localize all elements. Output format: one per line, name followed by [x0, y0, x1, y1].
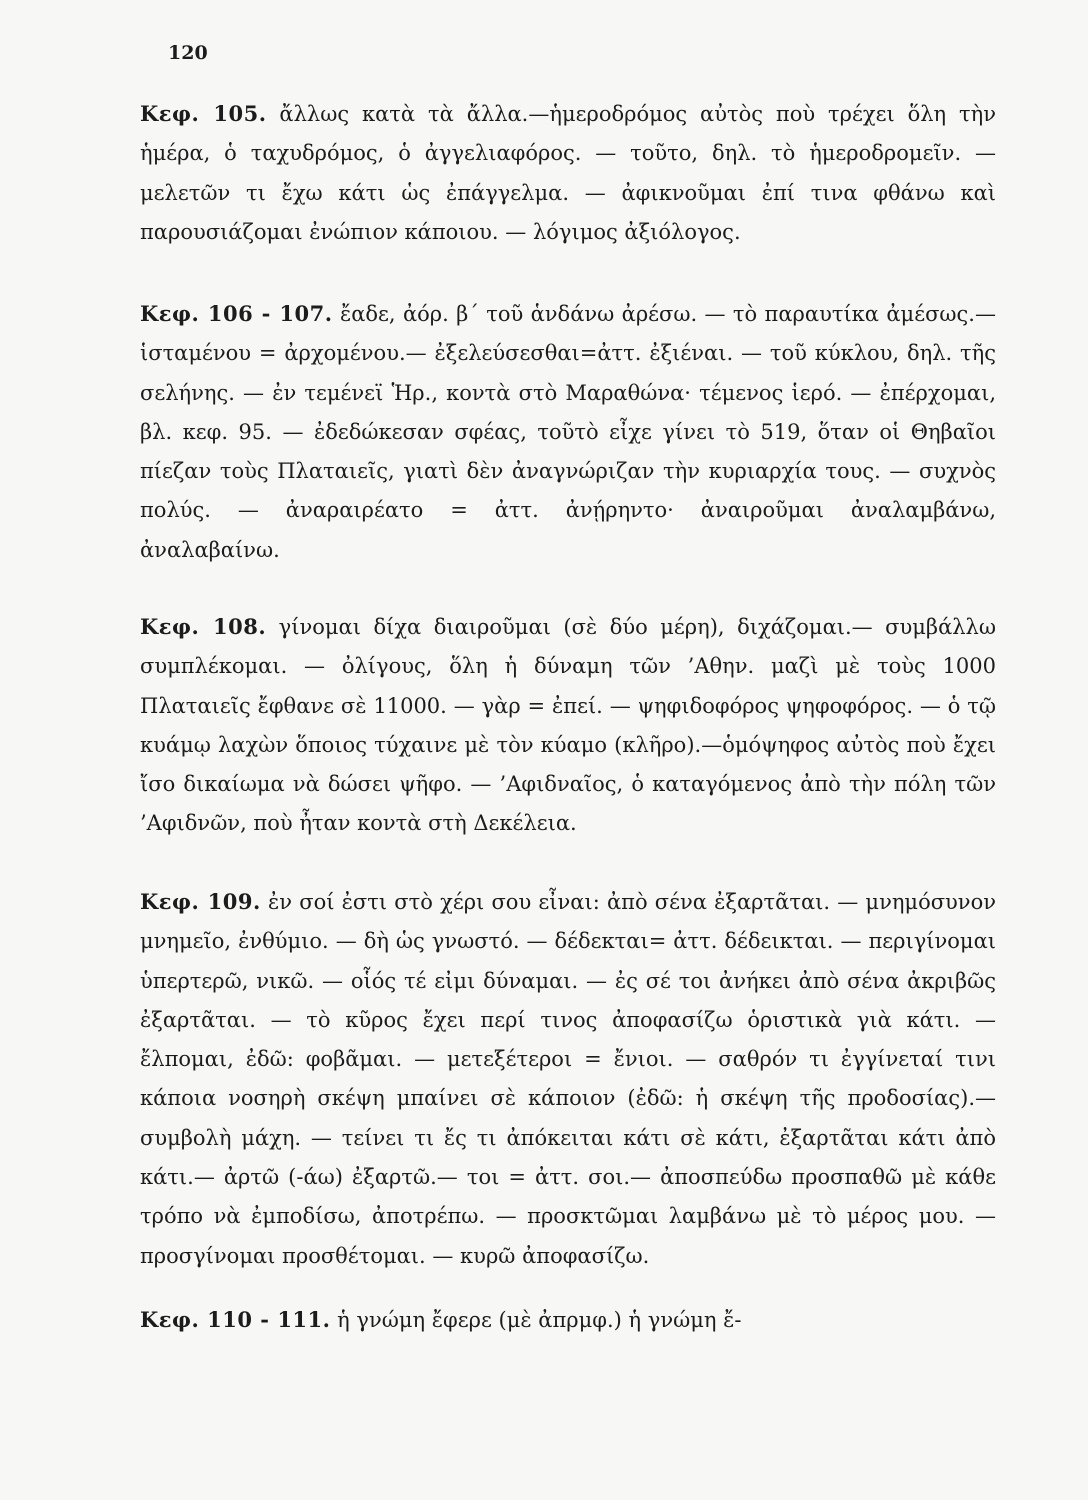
entry-chapter-109: [140, 882, 996, 1276]
entry-chapter-106-107: [140, 294, 996, 570]
chapter-heading: Κεφ. 105.: [140, 101, 267, 126]
entry-text: ἄλλως κατὰ τὰ ἄλλα.—ἡμεροδρόμος αὐτὸς ποὺ τρέχει ὅλη τὴν ἡμέρα, ὁ ταχυδρόμος, ὁ ἀγγελιαφόρος. — τοῦτο, δηλ. τὸ ἡμεροδρομεῖν. — μελετῶν τι ἔχω κάτι ὡς ἐπάγγελμα. — ἀφικνοῦμαι ἐπί τινα φθάνω καὶ παρουσιάζομαι ἐνώπιον κάποιου. — λόγιμος ἀξιόλογος.: [140, 102, 996, 244]
chapter-heading: Κεφ. 109.: [140, 889, 261, 914]
entry-text: ἡ γνώμη ἔφερε (μὲ ἀπρμφ.) ἡ γνώμη ἔ-: [337, 1308, 742, 1332]
page-number: 120: [168, 42, 208, 64]
chapter-heading: Κεφ. 110 - 111.: [140, 1307, 331, 1332]
entry-chapter-105: [140, 94, 996, 252]
entry-text: ἔαδε, ἀόρ. β΄ τοῦ ἁνδάνω ἀρέσω. — τὸ παραυτίκα ἀμέσως.— ἱσταμένου = ἀρχομένου.— ἐξελεύσεσθαι=ἀττ. ἐξιέναι. — τοῦ κύκλου, δηλ. τῆς σελήνης. — ἐν τεμένεϊ Ἡρ., κοντὰ στὸ Μαραθώνα· τέμενος ἱερό. — ἐπέρχομαι, βλ. κεφ. 95. — ἐδεδώκεσαν σφέας, τοῦτὸ εἶχε γίνει τὸ 519, ὅταν οἱ Θηβαῖοι πίεζαν τοὺς Πλαταιεῖς, γιατὶ δὲν ἀναγνώριζαν τὴν κυριαρχία τους. — συχνὸς πολύς. — ἀναραιρέατο = ἀττ. ἀνῄρηντο· ἀναιροῦμαι ἀναλαμβάνω, ἀναλαβαίνω.: [140, 302, 996, 562]
entry-text: ἐν σοί ἐστι στὸ χέρι σου εἶναι: ἀπὸ σένα ἐξαρτᾶται. — μνημόσυνον μνημεῖο, ἐνθύμιο. — δὴ ὡς γνωστό. — δέδεκται= ἀττ. δέδεικται. — περιγίνομαι ὑπερτερῶ, νικῶ. — οἷός τέ εἰμι δύναμαι. — ἐς σέ τοι ἀνήκει ἀπὸ σένα ἀκριβῶς ἐξαρτᾶται. — τὸ κῦρος ἔχει περί τινος ἀποφασίζω ὁριστικὰ γιὰ κάτι. — ἔλπομαι, ἐδῶ: φοβᾶμαι. — μετεξέτεροι = ἔνιοι. — σαθρόν τι ἐγγίνεταί τινι κάποια νοσηρὴ σκέψη μπαίνει σὲ κάποιον (ἐδῶ: ἡ σκέψη τῆς προδοσίας).—συμβολὴ μάχη. — τείνει τι ἔς τι ἀπόκειται κάτι σὲ κάτι, ἐξαρτᾶται κάτι ἀπὸ κάτι.— ἀρτῶ (-άω) ἐξαρτῶ.— τοι = ἀττ. σοι.— ἀποσπεύδω προσπαθῶ μὲ κάθε τρόπο νὰ ἐμποδίσω, ἀποτρέπω. — προσκτῶμαι λαμβάνω μὲ τὸ μέρος μου. — προσγίνομαι προσθέτομαι. — κυρῶ ἀποφασίζω.: [140, 890, 996, 1268]
entry-chapter-110-111: [140, 1300, 996, 1340]
chapter-heading: Κεφ. 106 - 107.: [140, 301, 333, 326]
entry-text: γίνομαι δίχα διαιροῦμαι (σὲ δύο μέρη), διχάζομαι.— συμβάλλω συμπλέκομαι. — ὀλίγους, ὅλη ἡ δύναμη τῶν ’Αθην. μαζὶ μὲ τοὺς 1000 Πλαταιεῖς ἔφθανε σὲ 11000. — γὰρ = ἐπεί. — ψηφιδοφόρος ψηφοφόρος. — ὁ τῷ κυάμῳ λαχὼν ὅποιος τύχαινε μὲ τὸν κύαμο (κλῆρο).—ὁμόψηφος αὐτὸς ποὺ ἔχει ἴσο δικαίωμα νὰ δώσει ψῆφο. — ’Αφιδναῖος, ὁ καταγόμενος ἀπὸ τὴν πόλη τῶν ’Αφιδνῶν, ποὺ ἦταν κοντὰ στὴ Δεκέλεια.: [140, 615, 996, 836]
chapter-heading: Κεφ. 108.: [140, 614, 267, 639]
entry-chapter-108: [140, 607, 996, 844]
